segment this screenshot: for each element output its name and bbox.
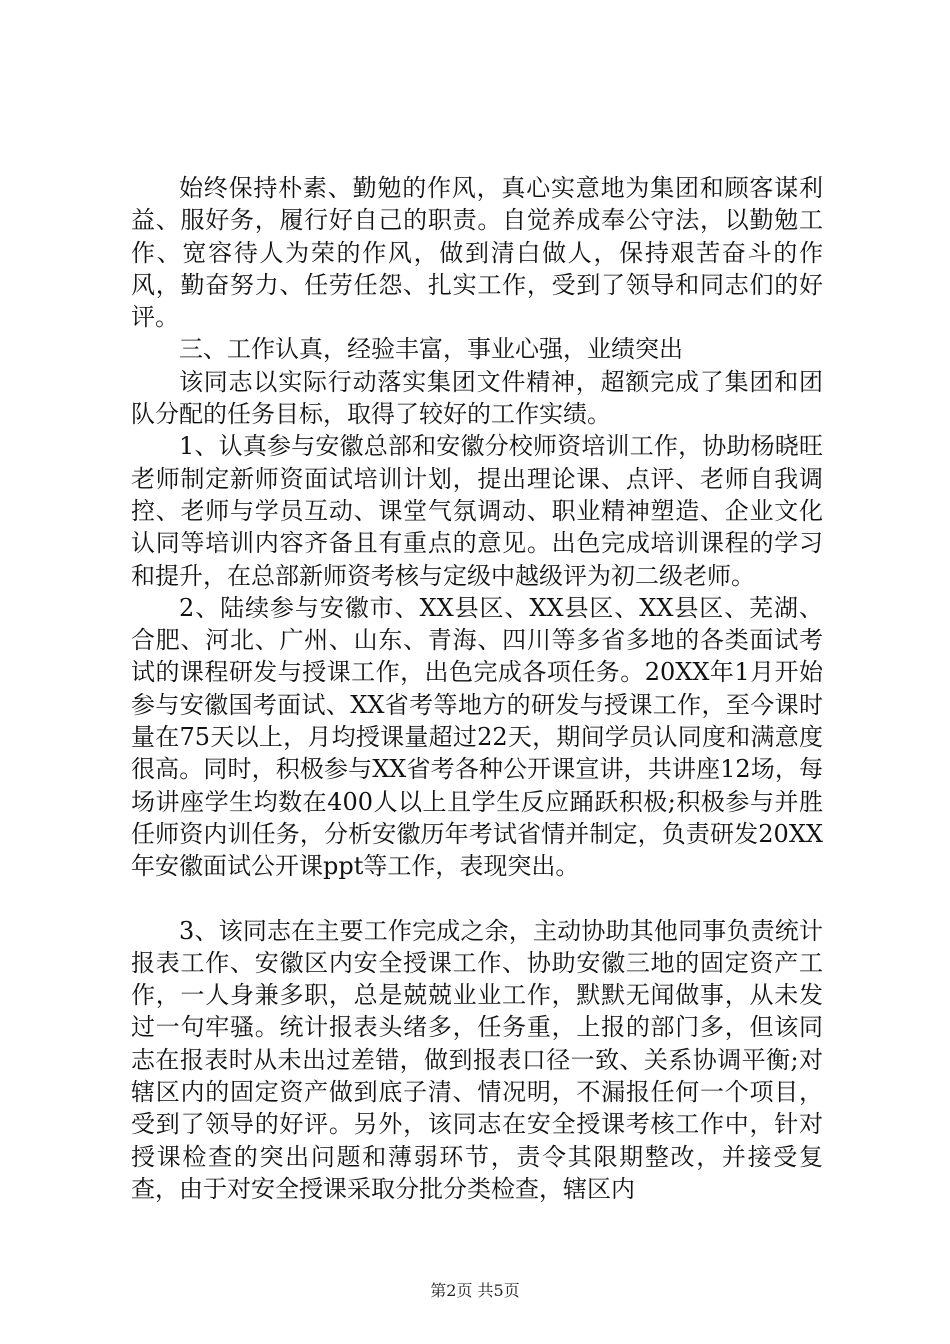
page-footer: 第2页 共5页 — [430, 1281, 520, 1300]
paragraph-item-3: 3、该同志在主要工作完成之余，主动协助其他同事负责统计报表工作、安徽区内安全授课工作、协助安徽三地的固定资产工作，一人身兼多职，总是兢兢业业工作，默默无闻做事，从未发过一句牢骚。统计报表头绪多，任务重，上报的部门多，但该同志在报表时从未出过差错，做到报表口径一致、关系协调平衡;对辖区内的固定资产做到底子清、情况明，不漏报任何一个项目，受到了领导的好评。另外，该同志在安全授课考核工作中，针对授课检查的突出问题和薄弱环节，责令其限期整改，并接受复查，由于对安全授课采取分批分类检查，辖区内 — [131, 916, 823, 1203]
section-heading-three: 三、工作认真，经验丰富，事业心强，业绩突出 — [179, 335, 683, 364]
paragraph-intro: 该同志以实际行动落实集团文件精神，超额完成了集团和团队分配的任务目标，取得了较好的工作实绩。 — [131, 367, 823, 429]
paragraph-gap — [131, 883, 823, 915]
document-body — [131, 172, 823, 1205]
paragraph-work-style: 始终保持朴素、勤勉的作风，真心实意地为集团和顾客谋利益、服好务，履行好自己的职责。自觉养成奉公守法，以勤勉工作、宽容待人为荣的作风，做到清白做人，保持艰苦奋斗的作风，勤奋努力、任劳任怨、扎实工作，受到了领导和同志们的好评。 — [131, 174, 823, 332]
paragraph-item-1: 1、认真参与安徽总部和安徽分校师资培训工作，协助杨晓旺老师制定新师资面试培训计划，提出理论课、点评、老师自我调控、老师与学员互动、课堂气氛调动、职业精神塑造、企业文化认同等培训内容齐备且有重点的意见。出色完成培训课程的学习和提升，在总部新师资考核与定级中越级评为初二级老师。 — [131, 432, 823, 590]
paragraph-item-2: 2、陆续参与安徽市、XX县区、XX县区、XX县区、芜湖、合肥、河北、广州、山东、青海、四川等多省多地的各类面试考试的课程研发与授课工作，出色完成各项任务。20XX年1月开始参与安徽国考面试、XX省考等地方的研发与授课工作，至今课时量在75天以上，月均授课量超过22天，期间学员认同度和满意度很高。同时，积极参与XX省考各种公开课宣讲，共讲座12场，每场讲座学生均数在400人以上且学生反应踊跃积极;积极参与并胜任师资内训任务，分析安徽历年考试省情并制定，负责研发20XX年安徽面试公开课ppt等工作，表现突出。 — [131, 593, 823, 881]
